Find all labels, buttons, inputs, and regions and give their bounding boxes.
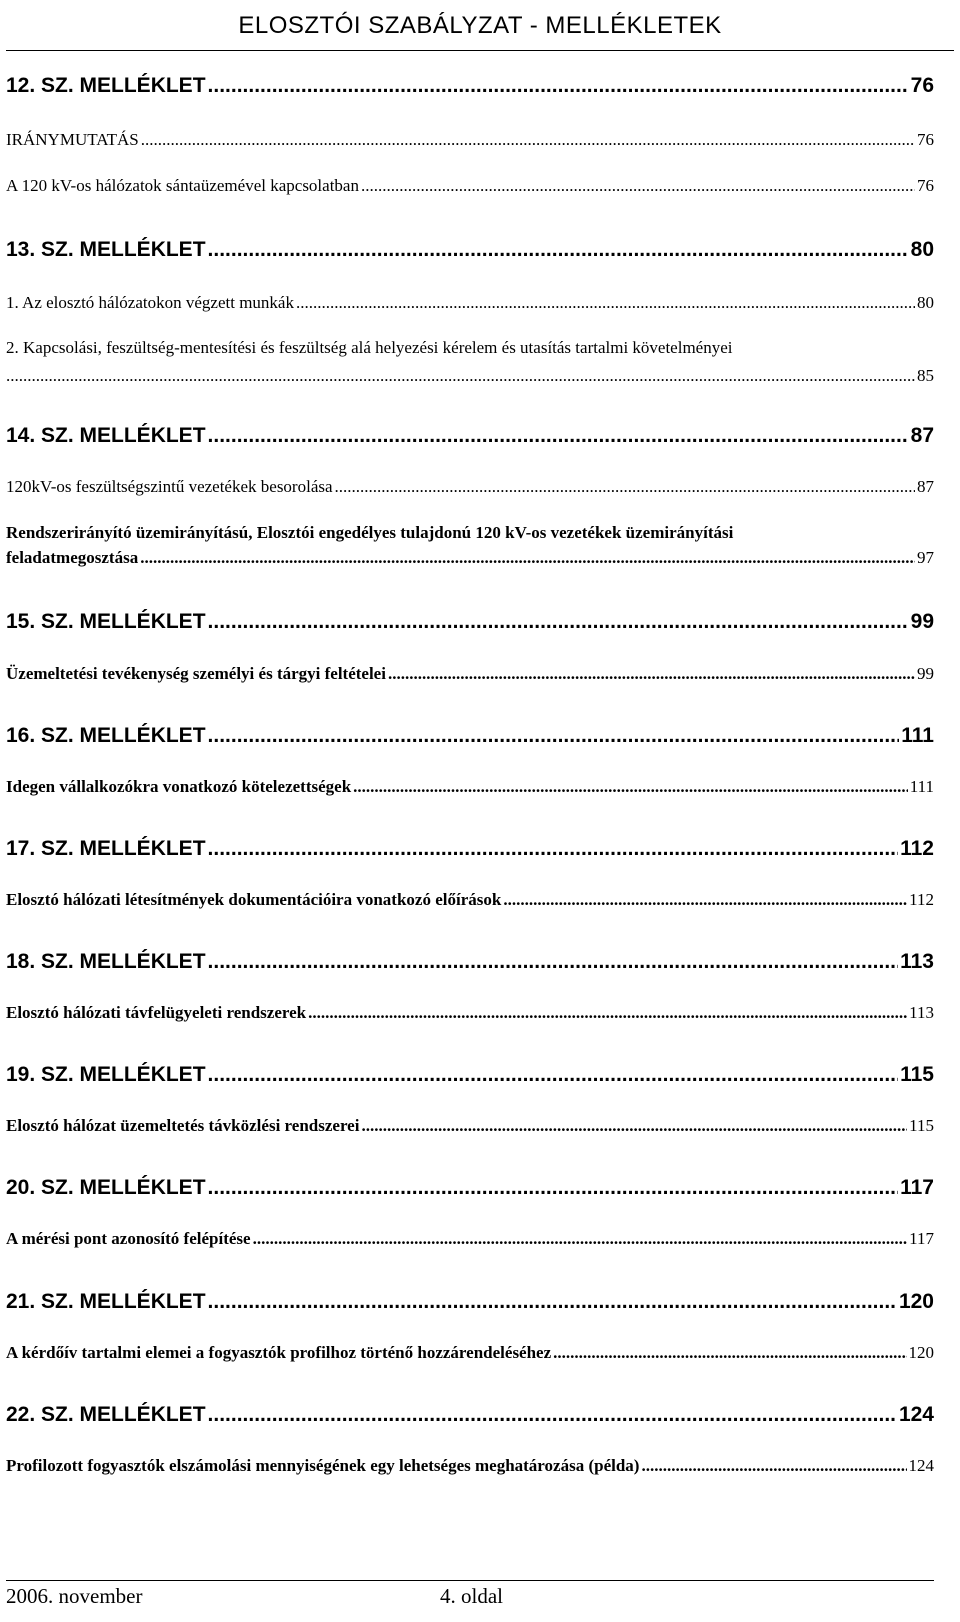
- toc-entry-tavkozles[interactable]: [6, 1116, 934, 1136]
- toc-leader-dots: [208, 1063, 899, 1087]
- toc-entry-page: 124: [908, 1456, 934, 1475]
- toc-entry-page: 85: [917, 366, 934, 385]
- toc-entry-title-line1: Rendszerirányító üzemirányítású, Elosztói engedélyes tulajdonú 120 kV-os vezetékek üzemirányítási: [6, 523, 734, 542]
- toc-entry-title: 120kV-os feszültségszintű vezetékek besorolása: [6, 477, 333, 496]
- toc-entry-page: 87: [917, 477, 934, 496]
- toc-entry-annex-18[interactable]: [6, 950, 934, 974]
- toc-leader-dots: [361, 176, 915, 196]
- toc-entry-page: 117: [900, 1176, 934, 1199]
- toc-entry-page: 80: [917, 293, 934, 312]
- toc-entry-title: 17. SZ. MELLÉKLET: [6, 837, 206, 860]
- toc-entry-title: 22. SZ. MELLÉKLET: [6, 1403, 206, 1426]
- toc-entry-dokumentacio[interactable]: [6, 890, 934, 910]
- toc-entry-profilozott[interactable]: [6, 1456, 934, 1476]
- toc-entry-page: 117: [909, 1229, 934, 1248]
- toc-entry-page: 124: [898, 1403, 934, 1426]
- toc-entry-title: Elosztó hálózati távfelügyeleti rendszerek: [6, 1003, 307, 1022]
- toc-entry-title: 2. Kapcsolási, feszültség-mentesítési és feszültség alá helyezési kérelem és utasítás tartalmi követelményei: [6, 338, 733, 357]
- toc-entry-title: 19. SZ. MELLÉKLET: [6, 1063, 206, 1086]
- toc-leader-dots: [208, 1290, 897, 1314]
- toc-entry-title: A mérési pont azonosító felépítése: [6, 1229, 251, 1248]
- toc-entry-title: 20. SZ. MELLÉKLET: [6, 1176, 206, 1199]
- toc-entry-page: 80: [910, 238, 934, 261]
- toc-entry-title: A 120 kV-os hálózatok sántaüzemével kapcsolatban: [6, 176, 359, 195]
- toc-leader-dots: [208, 837, 899, 861]
- toc-entry-title: Profilozott fogyasztók elszámolási mennyiségének egy lehetséges meghatározása (példa): [6, 1456, 640, 1475]
- toc-entry-page: 111: [901, 724, 934, 747]
- toc-entry-title: 15. SZ. MELLÉKLET: [6, 610, 206, 633]
- toc-entry-munkak[interactable]: [6, 293, 934, 313]
- toc-entry-title: 12. SZ. MELLÉKLET: [6, 74, 206, 97]
- toc-entry-page: 99: [917, 664, 934, 683]
- toc-entry-title: Üzemeltetési tevékenység személyi és tárgyi feltételei: [6, 664, 386, 683]
- toc-entry-page: 120: [908, 1343, 934, 1362]
- toc-leader-dots: [208, 238, 909, 262]
- toc-entry-annex-21[interactable]: [6, 1290, 934, 1314]
- toc-entry-title: 18. SZ. MELLÉKLET: [6, 950, 206, 973]
- toc-entry-title-line2: feladatmegosztása: [6, 548, 139, 567]
- toc-leader-dots: [308, 1003, 907, 1023]
- toc-leader-dots: [361, 1116, 907, 1136]
- toc-leader-dots: [6, 366, 915, 386]
- toc-entry-rendszeriranyito[interactable]: [6, 523, 934, 568]
- toc-entry-uzemeltetesi[interactable]: [6, 664, 934, 684]
- toc-entry-annex-14[interactable]: [6, 424, 934, 448]
- toc-leader-dots: [208, 424, 909, 448]
- toc-entry-title: 14. SZ. MELLÉKLET: [6, 424, 206, 447]
- toc-entry-page: 76: [917, 130, 934, 149]
- toc-leader-dots: [253, 1229, 908, 1249]
- toc-leader-dots: [208, 610, 909, 634]
- toc-entry-page: 112: [909, 890, 934, 909]
- toc-leader-dots: [140, 548, 915, 568]
- toc-leader-dots: [335, 477, 915, 497]
- toc-entry-page: 113: [909, 1003, 934, 1022]
- toc-entry-page: 111: [909, 777, 934, 796]
- toc-leader-dots: [208, 1403, 897, 1427]
- toc-entry-title: 1. Az elosztó hálózatokon végzett munkák: [6, 293, 294, 312]
- toc-leader-dots: [353, 777, 908, 797]
- header-divider: [6, 50, 954, 51]
- toc-entry-page: 76: [910, 74, 934, 97]
- toc-entry-page: 120: [898, 1290, 934, 1313]
- footer-date: 2006. november: [6, 1584, 143, 1608]
- toc-entry-annex-15[interactable]: [6, 610, 934, 634]
- footer-page-number: 4. oldal: [440, 1584, 503, 1608]
- toc-entry-annex-20[interactable]: [6, 1176, 934, 1200]
- toc-entry-title: A kérdőív tartalmi elemei a fogyasztók profilhoz történő hozzárendeléséhez: [6, 1343, 552, 1362]
- toc-entry-kapcsolasi[interactable]: [6, 338, 934, 386]
- toc-entry-title: Elosztó hálózat üzemeltetés távközlési rendszerei: [6, 1116, 360, 1135]
- toc-entry-santauzem[interactable]: [6, 176, 934, 196]
- toc-entry-page: 87: [910, 424, 934, 447]
- toc-entry-idegen[interactable]: [6, 777, 934, 797]
- toc-leader-dots: [208, 724, 900, 748]
- toc-entry-page: 115: [909, 1116, 934, 1135]
- toc-entry-iranymutatas[interactable]: [6, 130, 934, 150]
- toc-entry-title: 16. SZ. MELLÉKLET: [6, 724, 206, 747]
- toc-leader-dots: [296, 293, 915, 313]
- toc-entry-title: 13. SZ. MELLÉKLET: [6, 238, 206, 261]
- toc-leader-dots: [208, 950, 899, 974]
- toc-leader-dots: [553, 1343, 906, 1363]
- toc-entry-annex-12[interactable]: [6, 74, 934, 98]
- toc-entry-annex-16[interactable]: [6, 724, 934, 748]
- toc-entry-page: 97: [917, 548, 934, 567]
- page-header: ELOSZTÓI SZABÁLYZAT - MELLÉKLETEK: [238, 12, 722, 39]
- toc-entry-besorolas[interactable]: [6, 477, 934, 497]
- toc-entry-page: 99: [910, 610, 934, 633]
- toc-leader-dots: [388, 664, 915, 684]
- toc-entry-page: 76: [917, 176, 934, 195]
- toc-entry-annex-19[interactable]: [6, 1063, 934, 1087]
- toc-entry-annex-22[interactable]: [6, 1403, 934, 1427]
- toc-leader-dots: [641, 1456, 906, 1476]
- toc-entry-title: IRÁNYMUTATÁS: [6, 130, 139, 149]
- toc-entry-title: Elosztó hálózati létesítmények dokumentációira vonatkozó előírások: [6, 890, 502, 909]
- toc-entry-kerdoiv[interactable]: [6, 1343, 934, 1363]
- toc-entry-tavfelugyelet[interactable]: [6, 1003, 934, 1023]
- toc-entry-meresi-pont[interactable]: [6, 1229, 934, 1249]
- toc-entry-page: 113: [900, 950, 934, 973]
- toc-leader-dots: [141, 130, 915, 150]
- toc-entry-annex-17[interactable]: [6, 837, 934, 861]
- toc-entry-page: 115: [900, 1063, 934, 1086]
- toc-entry-annex-13[interactable]: [6, 238, 934, 262]
- toc-leader-dots: [208, 74, 909, 98]
- toc-leader-dots: [503, 890, 907, 910]
- toc-leader-dots: [208, 1176, 899, 1200]
- toc-entry-page: 112: [900, 837, 934, 860]
- toc-entry-title: Idegen vállalkozókra vonatkozó kötelezettségek: [6, 777, 352, 796]
- footer-divider: [6, 1580, 934, 1581]
- toc-entry-title: 21. SZ. MELLÉKLET: [6, 1290, 206, 1313]
